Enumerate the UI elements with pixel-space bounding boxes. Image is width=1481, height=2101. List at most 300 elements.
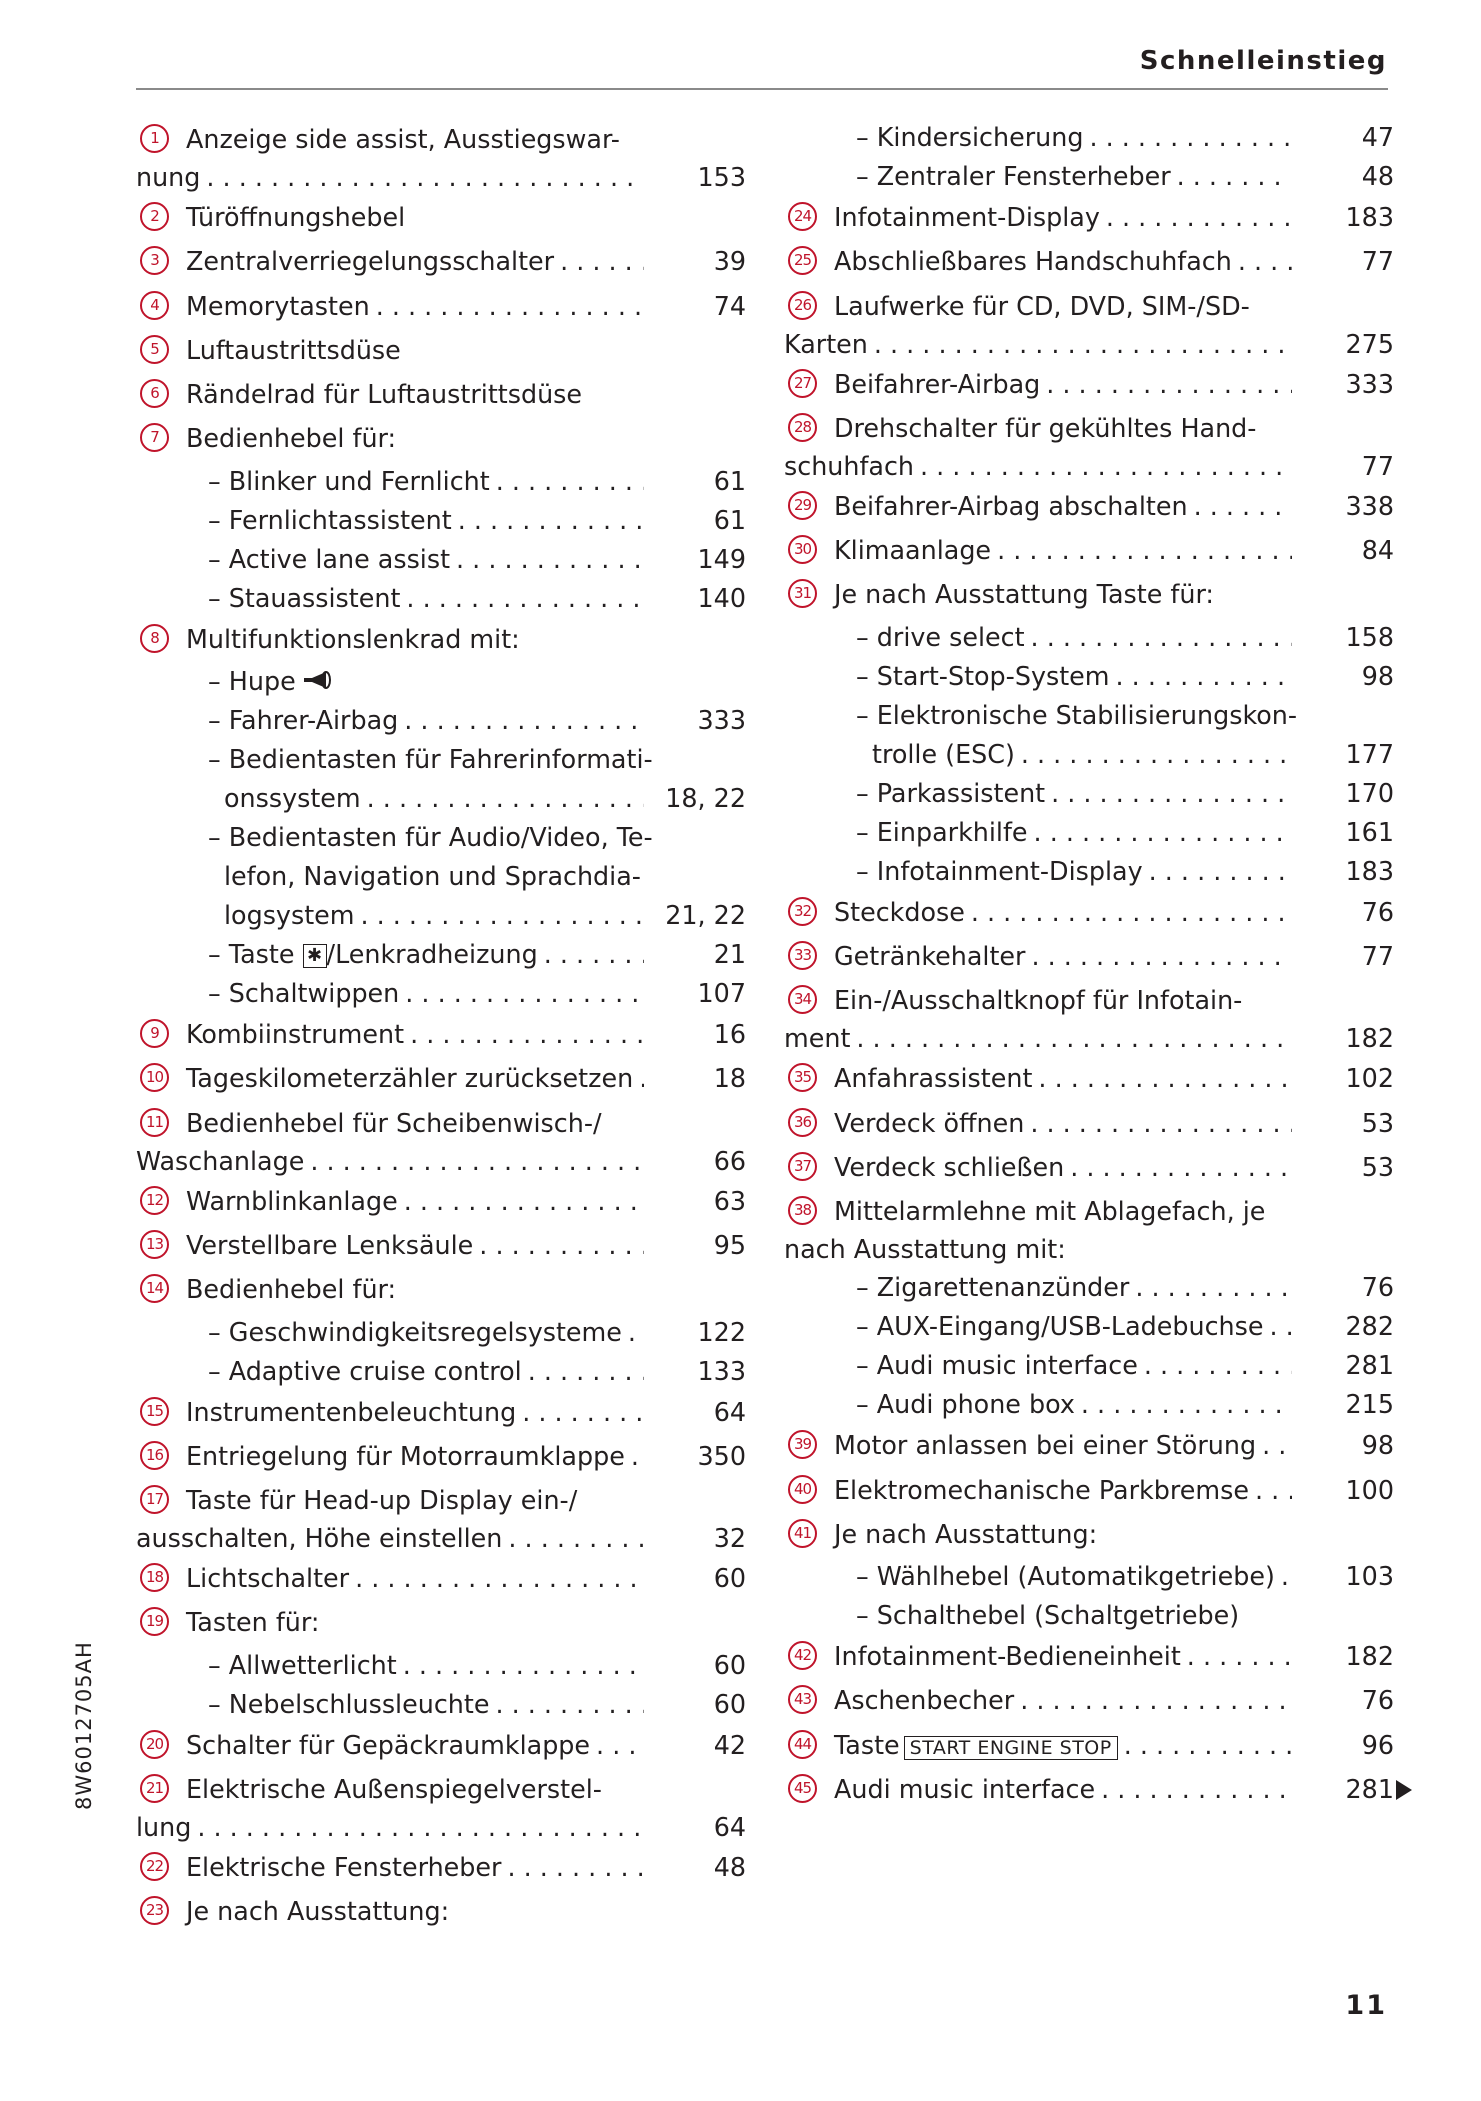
page-reference: 48: [1361, 161, 1394, 191]
callout-number: 13: [140, 1230, 169, 1259]
entry-text: – Wählhebel (Automatikgetriebe): [856, 1561, 1275, 1592]
leader-dots: [1269, 1307, 1292, 1346]
index-entry: [208, 1313, 746, 1352]
callout-number: 32: [788, 897, 817, 926]
entry-text: – Bedientasten für Fahrerinformati-: [208, 744, 653, 775]
index-entry: [784, 1635, 1394, 1679]
index-entry: [136, 1391, 746, 1435]
entry-line: [834, 1515, 1394, 1553]
entry-text: Bedienhebel für Scheibenwisch-/: [186, 1107, 602, 1138]
index-entry: [784, 1513, 1394, 1557]
callout-number: 34: [788, 985, 817, 1014]
entry-line: [186, 120, 746, 158]
entry-line: [834, 1426, 1394, 1464]
entry-text: Entriegelung für Motorraumklappe: [186, 1440, 625, 1471]
index-entry: [856, 774, 1394, 813]
entry-line: [186, 1770, 746, 1808]
leader-dots: [410, 1015, 644, 1053]
entry-line: [856, 1596, 1394, 1635]
entry-text: – Bedientasten für Audio/Video, Te-: [208, 822, 653, 853]
entry-text: Instrumentenbeleuchtung: [186, 1396, 517, 1427]
entry-line: [186, 1603, 746, 1641]
entry-text: Elektrische Fensterheber: [186, 1852, 502, 1883]
callout-number: 7: [140, 423, 169, 452]
page-reference: 133: [697, 1355, 746, 1386]
leader-dots: [508, 1519, 644, 1557]
leader-dots: [1046, 365, 1292, 403]
leader-dots: [1262, 1426, 1292, 1464]
index-entry: [136, 1268, 746, 1312]
entry-text: Drehschalter für gekühltes Hand-: [834, 412, 1257, 443]
entry-line: [186, 331, 746, 369]
entry-text: – Infotainment-Display: [856, 855, 1143, 886]
page-reference: 183: [1345, 202, 1394, 232]
index-entry: [136, 1724, 746, 1768]
entry-text: Anfahrassistent: [834, 1063, 1033, 1094]
leader-dots: [355, 1559, 644, 1597]
entry-line: [834, 981, 1394, 1019]
page-reference: 333: [1345, 368, 1394, 399]
callout-number: 19: [140, 1607, 169, 1636]
page-reference: 158: [1345, 621, 1394, 652]
entry-text: – Fernlichtassistent: [208, 504, 452, 535]
entry-text: – Elektronische Stabilisierungskon-: [856, 699, 1298, 730]
page-reference: 161: [1345, 816, 1394, 847]
index-entry: [208, 1685, 746, 1724]
entry-line: [186, 1059, 746, 1097]
index-entry: [856, 1268, 1394, 1307]
leader-dots: [367, 779, 644, 818]
entry-line: [856, 774, 1394, 813]
index-entry: [136, 417, 746, 461]
entry-text-part: /Lenkradheizung: [326, 939, 538, 970]
entry-line: [186, 419, 746, 457]
index-entry: [784, 240, 1394, 284]
entry-text: schuhfach: [784, 450, 915, 481]
entry-line: [186, 1104, 746, 1142]
callout-number: 15: [140, 1397, 169, 1426]
entry-line: [136, 1519, 746, 1557]
entry-line: [856, 657, 1394, 696]
index-entry: [136, 1013, 746, 1057]
entry-text: Elektromechanische Parkbremse: [834, 1474, 1249, 1505]
leader-dots: [206, 158, 644, 196]
index-entry: [136, 1768, 746, 1846]
leader-dots: [479, 1226, 644, 1264]
entry-line: [834, 198, 1394, 236]
entry-line: [186, 1226, 746, 1264]
entry-line: [856, 1557, 1394, 1596]
entry-line: [224, 857, 746, 896]
index-entry: [208, 818, 746, 935]
leader-dots: [458, 501, 644, 540]
page-reference: 96: [1361, 1729, 1394, 1760]
page-reference: 177: [1345, 738, 1394, 769]
page-reference: 153: [697, 162, 746, 192]
entry-line: [186, 1848, 746, 1886]
callout-number: 5: [140, 335, 169, 364]
leader-dots: [631, 1437, 644, 1475]
index-entry: [784, 935, 1394, 979]
header-divider: [136, 88, 1388, 90]
callout-number: 4: [140, 291, 169, 320]
callout-number: 25: [788, 246, 817, 275]
leader-dots: [1144, 1346, 1292, 1385]
callout-number: 27: [788, 369, 817, 398]
entry-line: [856, 118, 1394, 157]
index-entry: [784, 529, 1394, 573]
index-entry: [136, 1479, 746, 1557]
page-reference: 61: [713, 465, 746, 496]
entry-text: Laufwerke für CD, DVD, SIM-/SD-: [834, 290, 1250, 321]
page-reference: 84: [1361, 535, 1394, 566]
page-reference: 47: [1361, 122, 1394, 152]
leader-dots: [361, 896, 645, 935]
leader-dots: [404, 1182, 644, 1220]
entry-text: ment: [784, 1023, 851, 1054]
callout-number: 16: [140, 1441, 169, 1470]
index-entry: [784, 1102, 1394, 1146]
index-entry: [136, 1102, 746, 1180]
entry-text-part: – Taste: [208, 939, 295, 970]
page-reference: 350: [697, 1440, 746, 1471]
entry-text: trolle (ESC): [872, 738, 1015, 769]
leader-dots: [1101, 1770, 1292, 1808]
entry-text: Steckdose: [834, 896, 965, 927]
index-entry: [784, 1469, 1394, 1513]
callout-number: 23: [140, 1896, 169, 1925]
entry-text: Memorytasten: [186, 290, 370, 321]
index-entry: [856, 1596, 1394, 1635]
leader-dots: [997, 531, 1292, 569]
entry-text: – drive select: [856, 621, 1025, 652]
leader-dots: [628, 1313, 644, 1352]
entry-text: Verdeck öffnen: [834, 1107, 1025, 1138]
entry-line: [208, 740, 746, 779]
callout-number: 11: [140, 1108, 169, 1137]
index-entry: [136, 329, 746, 373]
index-column-right: [784, 118, 1394, 1812]
callout-number: 30: [788, 535, 817, 564]
entry-line: [834, 1059, 1394, 1097]
leader-dots: [874, 325, 1292, 363]
entry-line: [224, 779, 746, 818]
entry-text: Rändelrad für Luftaustrittsdüse: [186, 379, 583, 410]
leader-dots: [1038, 1059, 1292, 1097]
leader-dots: [1031, 618, 1292, 657]
leader-dots: [456, 540, 644, 579]
horn-icon: [302, 662, 332, 701]
entry-line: [856, 813, 1394, 852]
entry-text: Je nach Ausstattung:: [186, 1896, 450, 1927]
entry-line: [784, 325, 1394, 363]
leader-dots: [403, 1646, 644, 1685]
entry-line: [834, 531, 1394, 569]
page-reference: 215: [1345, 1389, 1394, 1420]
index-entry: [136, 1224, 746, 1268]
index-entry: [856, 1307, 1394, 1346]
callout-number: 24: [788, 202, 817, 231]
entry-text: Tasten für:: [186, 1607, 320, 1638]
leader-dots: [496, 462, 644, 501]
entry-line: [784, 1019, 1394, 1057]
page-reference: 21, 22: [665, 900, 746, 931]
page-reference: 42: [713, 1729, 746, 1760]
entry-text: Abschließbares Handschuhfach: [834, 246, 1232, 277]
entry-text: – Hupe: [208, 666, 296, 697]
entry-text: – Fahrer-Airbag: [208, 705, 399, 736]
page-reference: 122: [697, 1316, 746, 1347]
page-reference: 77: [1361, 941, 1394, 972]
entry-text: Taste für Head-up Display ein-/: [186, 1485, 578, 1516]
leader-dots: [1106, 198, 1292, 236]
callout-number: 17: [140, 1485, 169, 1514]
entry-line: [872, 735, 1394, 774]
entry-text: [208, 935, 538, 974]
callout-number: 10: [140, 1063, 169, 1092]
entry-text: nach Ausstattung mit:: [784, 1234, 1066, 1265]
index-entry: [784, 363, 1394, 407]
entry-line: [186, 1270, 746, 1308]
page-reference: 102: [1345, 1063, 1394, 1094]
entry-text: Türöffnungshebel: [186, 202, 406, 232]
index-entry: [136, 618, 746, 662]
leader-dots: [1238, 242, 1292, 280]
snowflake-key-icon: ✱: [303, 944, 327, 968]
entry-text: – Start-Stop-System: [856, 660, 1110, 691]
entry-line: [208, 1685, 746, 1724]
entry-line: [834, 1471, 1394, 1509]
page-reference: 183: [1345, 855, 1394, 886]
entry-text: – Audi music interface: [856, 1350, 1138, 1381]
entry-text: Motor anlassen bei einer Störung: [834, 1430, 1257, 1461]
page-reference: 95: [713, 1229, 746, 1260]
page-reference: 60: [713, 1649, 746, 1680]
entry-line: [208, 1646, 746, 1685]
entry-line: [208, 935, 746, 974]
leader-dots: [1187, 1637, 1292, 1675]
leader-dots: [528, 1352, 644, 1391]
index-entry: [136, 196, 746, 240]
index-entry: [856, 1346, 1394, 1385]
index-entry: [208, 1352, 746, 1391]
page-reference: 107: [697, 978, 746, 1009]
entry-text: Tageskilometerzähler zurücksetzen: [186, 1063, 634, 1094]
entry-text: – Nebelschlussleuchte: [208, 1688, 490, 1719]
index-entry: [856, 118, 1394, 157]
page-reference: 182: [1345, 1023, 1394, 1054]
leader-dots: [1194, 487, 1292, 525]
index-entry: [208, 935, 746, 974]
index-entry: [784, 573, 1394, 617]
index-entry: [784, 891, 1394, 935]
entry-line: [834, 893, 1394, 931]
page-reference: 149: [697, 543, 746, 574]
page-reference: 64: [713, 1396, 746, 1427]
page-reference: 182: [1345, 1641, 1394, 1672]
entry-text: – Audi phone box: [856, 1389, 1075, 1420]
entry-line: [834, 1637, 1394, 1675]
callout-number: 39: [788, 1430, 817, 1459]
entry-line: [208, 1313, 746, 1352]
page-reference: 48: [713, 1852, 746, 1883]
entry-line: [856, 1307, 1394, 1346]
entry-text: – Kindersicherung: [856, 122, 1084, 152]
page-reference: 76: [1361, 1685, 1394, 1716]
leader-dots: [507, 1848, 644, 1886]
index-entry: [136, 1180, 746, 1224]
index-entry: [856, 157, 1394, 196]
entry-line: [834, 1770, 1394, 1808]
entry-line: [136, 1142, 746, 1180]
page-reference: 53: [1361, 1151, 1394, 1182]
index-entry: [784, 196, 1394, 240]
entry-text: Infotainment-Bedieneinheit: [834, 1641, 1181, 1672]
page-reference: 18: [713, 1063, 746, 1094]
entry-line: [856, 157, 1394, 196]
entry-text: Aschenbecher: [834, 1685, 1015, 1716]
entry-text: Warnblinkanlage: [186, 1185, 398, 1216]
entry-line: [834, 1148, 1394, 1186]
index-entry: [136, 1846, 746, 1890]
leader-dots: [405, 974, 644, 1013]
entry-line: [834, 487, 1394, 525]
entry-line: [856, 1346, 1394, 1385]
entry-line: [834, 1726, 1394, 1764]
leader-dots: [1021, 735, 1292, 774]
entry-text: Elektrische Außenspiegelverstel-: [186, 1774, 602, 1805]
leader-dots: [495, 1685, 644, 1724]
index-entry: [784, 1146, 1394, 1190]
index-entry: [208, 1646, 746, 1685]
index-entry: [208, 974, 746, 1013]
entry-line: [186, 1892, 746, 1930]
page-reference: 281: [1345, 1774, 1394, 1805]
index-entry: [784, 1768, 1394, 1812]
leader-dots: [639, 1059, 644, 1097]
leader-dots: [596, 1726, 644, 1764]
callout-number: 2: [140, 202, 169, 231]
leader-dots: [197, 1808, 644, 1846]
entry-line: [834, 1681, 1394, 1719]
leader-dots: [404, 701, 644, 740]
entry-line: [208, 818, 746, 857]
entry-line: [208, 701, 746, 740]
page-reference: 98: [1361, 1430, 1394, 1461]
entry-line: [186, 1437, 746, 1475]
callout-number: 41: [788, 1519, 817, 1548]
page-reference: 16: [713, 1019, 746, 1050]
index-entry: [856, 618, 1394, 657]
entry-text: – Schaltwippen: [208, 978, 400, 1009]
callout-number: 40: [788, 1475, 817, 1504]
index-entry: [208, 540, 746, 579]
entry-text: – Blinker und Fernlicht: [208, 465, 490, 496]
page-reference: 77: [1361, 246, 1394, 277]
leader-dots: [1177, 157, 1292, 196]
entry-line: [186, 1481, 746, 1519]
index-entry: [208, 579, 746, 618]
index-entry: [784, 1724, 1394, 1768]
entry-line: [856, 618, 1394, 657]
page-reference: 98: [1361, 660, 1394, 691]
index-entry: [856, 696, 1394, 774]
callout-number: 28: [788, 413, 817, 442]
entry-text: – Allwetterlicht: [208, 1649, 397, 1680]
page-reference: 282: [1345, 1311, 1394, 1342]
entry-text: Getränkehalter: [834, 941, 1026, 972]
leader-dots: [310, 1142, 644, 1180]
entry-text: Beifahrer-Airbag: [834, 368, 1041, 399]
callout-number: 36: [788, 1108, 817, 1137]
index-entry: [856, 813, 1394, 852]
callout-number: 26: [788, 291, 817, 320]
entry-line: [208, 462, 746, 501]
entry-line: [224, 896, 746, 935]
callout-number: 43: [788, 1685, 817, 1714]
entry-text: Waschanlage: [136, 1145, 305, 1176]
entry-line: [856, 696, 1394, 735]
entry-line: [186, 1015, 746, 1053]
callout-number: 20: [140, 1730, 169, 1759]
continue-arrow-icon: [1396, 1780, 1412, 1800]
entry-line: [834, 242, 1394, 280]
entry-text: lefon, Navigation und Sprachdia-: [224, 861, 641, 892]
entry-text: Anzeige side assist, Ausstiegswar-: [186, 124, 620, 154]
entry-text: Mittelarmlehne mit Ablagefach, je: [834, 1196, 1266, 1227]
callout-number: 45: [788, 1774, 817, 1803]
page-reference: 100: [1345, 1474, 1394, 1505]
leader-dots: [1089, 118, 1292, 157]
entry-text: onssystem: [224, 783, 361, 814]
index-entry: [208, 501, 746, 540]
leader-dots: [1030, 1104, 1292, 1142]
index-entry: [784, 1057, 1394, 1101]
leader-dots: [1020, 1681, 1292, 1719]
entry-line: [834, 409, 1394, 447]
callout-number: 12: [140, 1186, 169, 1215]
page-reference: 103: [1345, 1561, 1394, 1592]
leader-dots: [1255, 1471, 1292, 1509]
entry-line: [834, 287, 1394, 325]
leader-dots: [920, 447, 1292, 485]
index-entry: [784, 1424, 1394, 1468]
index-entry: [784, 285, 1394, 363]
entry-text: Infotainment-Display: [834, 202, 1100, 232]
callout-number: 29: [788, 491, 817, 520]
start-engine-stop-key: START ENGINE STOP: [904, 1736, 1118, 1760]
entry-text: – Einparkhilfe: [856, 816, 1028, 847]
leader-dots: [522, 1393, 644, 1431]
entry-text: – AUX-Eingang/USB-Ladebuchse: [856, 1311, 1264, 1342]
index-entry: [784, 1190, 1394, 1268]
entry-line: [208, 1352, 746, 1391]
entry-line: [856, 1268, 1394, 1307]
entry-line: [784, 1230, 1394, 1268]
index-entry: [136, 373, 746, 417]
entry-line: [208, 540, 746, 579]
entry-text: – Zigarettenanzünder: [856, 1272, 1130, 1303]
index-entry: [784, 407, 1394, 485]
page-reference: 60: [713, 1688, 746, 1719]
page-reference: 74: [713, 290, 746, 321]
leader-dots: [1135, 1268, 1292, 1307]
index-entry: [136, 118, 746, 196]
entry-text: Multifunktionslenkrad mit:: [186, 623, 520, 654]
leader-dots: [1116, 657, 1292, 696]
entry-line: [856, 1385, 1394, 1424]
page-reference: 76: [1361, 896, 1394, 927]
